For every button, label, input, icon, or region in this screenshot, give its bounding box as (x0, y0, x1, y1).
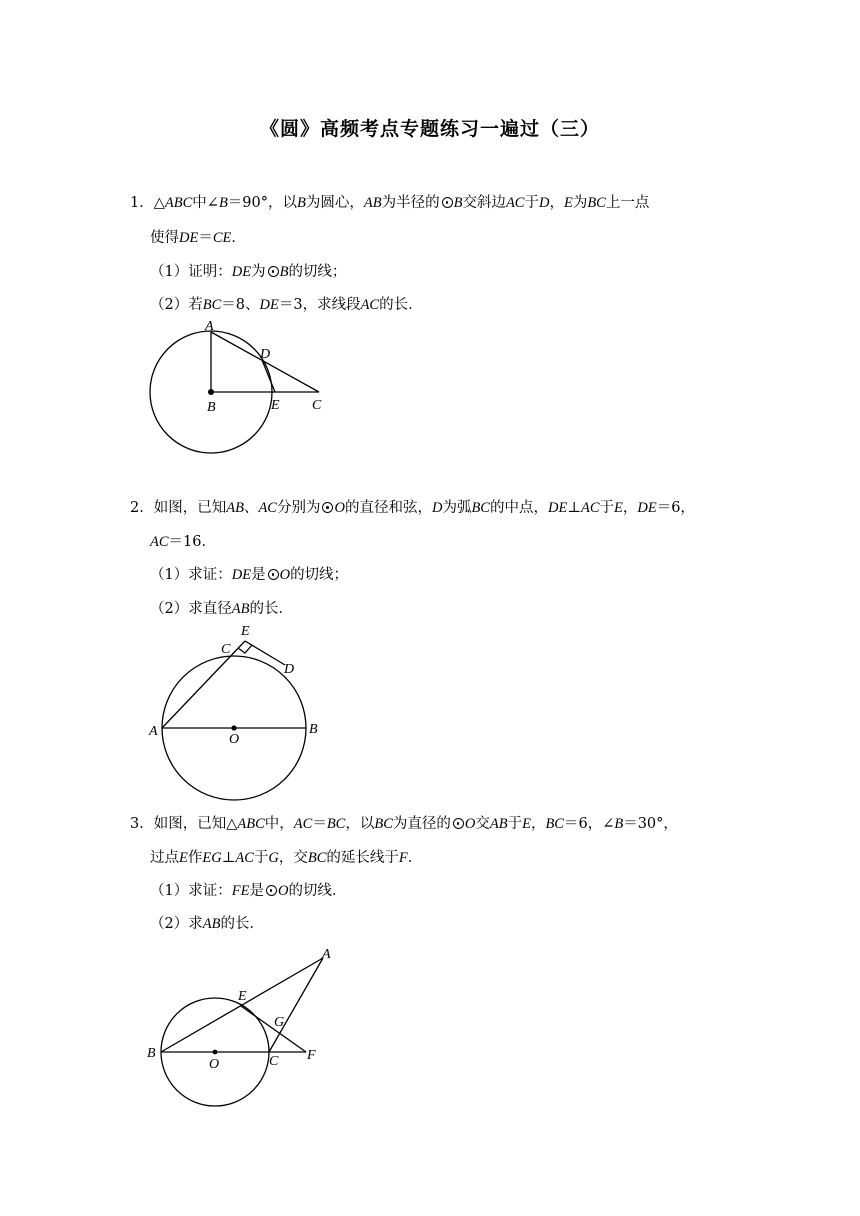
q3-label-c: C (269, 1054, 279, 1069)
q2-part-2: （2）求直径AB的长． (150, 601, 293, 617)
q3-line-1: 3．如图，已知△ABC中，AC＝BC，以BC为直径的 O交AB于E，BC＝6，∠B＝30°， (130, 816, 678, 832)
q1-line-2: 使得DE＝CE． (150, 230, 246, 246)
q2-line-1: 2．如图，已知AB、AC分别为 O的直径和弦，D为弧BC的中点，DE⊥AC于E，DE＝6， (130, 500, 695, 516)
q3-line-2: 过点E作EG⊥AC于G，交BC的延长线于F． (150, 850, 423, 866)
q1-label-b: B (207, 400, 216, 415)
q2-label-a: A (149, 724, 158, 739)
q1-label-d: D (260, 347, 271, 362)
q3-label-f: F (307, 1048, 316, 1063)
q1-part-1: （1）证明：DE为 B的切线； (150, 264, 347, 280)
q1-part-2: （2）若BC＝8、DE＝3，求线段AC的长． (150, 297, 423, 313)
q2-part-1: （1）求证：DE是 O的切线； (150, 567, 349, 583)
q3-segment-ba (161, 958, 323, 1052)
q3-center-dot (213, 1050, 218, 1055)
q1-label-e: E (271, 398, 280, 413)
q2-label-b: B (309, 722, 318, 737)
q3-segment-ca (269, 958, 323, 1052)
q2-label-d: D (284, 662, 295, 677)
q3-label-e: E (238, 989, 247, 1004)
q1-label-c: C (312, 398, 322, 413)
q2-label-c: C (221, 642, 231, 657)
q3-label-g: G (274, 1015, 285, 1030)
q1-label-a: A (205, 319, 214, 334)
q3-label-a: A (322, 947, 331, 962)
q2-label-e: E (241, 624, 250, 639)
q3-part-2: （2）求AB的长． (150, 916, 264, 932)
q2-line-2: AC＝16． (150, 534, 216, 550)
q1-line-1: 1．△ABC中∠B＝90°，以B为圆心，AB为半径的 B交斜边AC于D，E为BC上一点 (130, 195, 650, 211)
q3-part-1: （1）求证：FE是 O的切线． (150, 883, 347, 899)
q3-label-b: B (147, 1046, 156, 1061)
q2-label-o: O (229, 732, 240, 747)
page-title: 《圆》高频考点专题练习一遍过（三） (259, 118, 600, 140)
q3-label-o: O (209, 1057, 220, 1072)
